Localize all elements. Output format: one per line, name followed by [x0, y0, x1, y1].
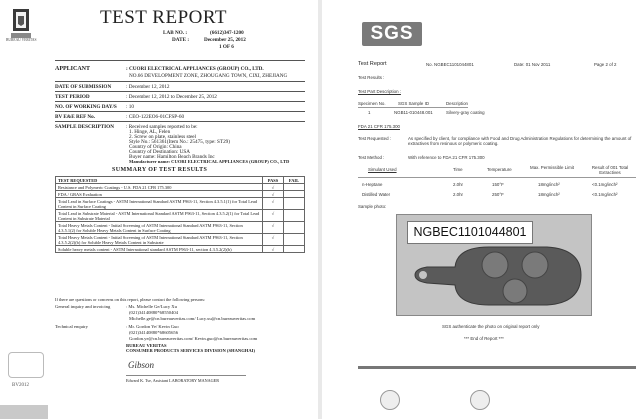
report-title: Test Report — [358, 61, 387, 67]
test-name-cell: FDA / GRAS Evaluation — [56, 191, 263, 198]
test-results-label: Test Results : — [358, 75, 385, 80]
result-header: Max. Permissible Limit — [530, 165, 574, 170]
working-days-label: NO. OF WORKING DAY/S — [55, 104, 117, 110]
test-name-cell: Total Heavy Metals Content - Initial Screening of ASTM International Standard ASTM F963-11, Section 4.3.5.1(2) for Soluble Heavy Metals Content in Surface Coating — [56, 222, 263, 234]
spec-header: Description — [446, 101, 468, 106]
pass-cell: √ — [263, 234, 284, 246]
result-cell: 2.0hr — [453, 192, 464, 197]
photo-tag: NGBEC1101044801 — [407, 221, 533, 244]
date-label: DATE : — [172, 37, 190, 43]
table-row — [56, 191, 305, 198]
divider — [358, 177, 636, 178]
pass-cell: √ — [263, 210, 284, 222]
fda-heading: FDA 21 CFR 175.300 — [358, 124, 400, 129]
divider — [55, 60, 305, 61]
sgs-logo — [362, 22, 422, 46]
test-requested-text: As specified by client, for compliance with Food and Drug Administration Regulations for determining the amount of extractives from resinous or polymeric coating. — [408, 136, 632, 146]
footer-bar — [358, 366, 636, 369]
date-value: December 25, 2012 — [204, 37, 246, 43]
coated-plate-image — [397, 215, 591, 315]
technical-contact-line: : Mr. Gordon Ye/ Kevin Guo — [126, 324, 179, 329]
sample-photo — [396, 214, 592, 316]
pass-cell: √ — [263, 246, 284, 253]
table-row — [56, 234, 305, 246]
pass-cell: √ — [263, 191, 284, 198]
end-of-report: *** End of Report *** — [464, 336, 504, 341]
fail-cell — [284, 222, 305, 234]
test-requested-label: Test Requested : — [358, 136, 391, 141]
divider — [55, 101, 305, 102]
technical-enquiry-label: Technical enquiry — [55, 324, 88, 329]
bureau-veritas-logo-text: BUREAU VERITAS — [6, 38, 37, 42]
applicant-label: APPLICANT — [55, 66, 91, 72]
sample-line: Manufacturer name: CUORI ELECTRICAL APPLIANCES (GROUP) CO., LTD — [129, 159, 290, 164]
result-cell: <0.1mg/inch² — [592, 192, 618, 197]
sample-line: Country of Origin: China — [129, 144, 182, 150]
result-header: Temperature — [487, 167, 512, 172]
test-name-cell: Soluble heavy metals content - ASTM International standard ASTM F963-11, section 4.3.5.2(2)(b) — [56, 246, 263, 253]
sample-line: 1. Hinge, AL, Felen — [129, 129, 171, 135]
technical-contact-line: (021)34140880*68605656 — [129, 330, 178, 335]
bve-ref-label: BV E&E REF No. — [55, 114, 96, 120]
fail-cell — [284, 246, 305, 253]
corner-mark — [0, 405, 48, 419]
result-cell: 18mg/inch² — [538, 182, 560, 187]
sample-line: Style No.: 561361(Item No.: 25475, type: ST29) — [129, 139, 231, 145]
spec-cell: 1 — [368, 110, 371, 115]
table-header: PASS — [263, 177, 284, 184]
test-name-cell: Resistance and Polymeric Coatings - U.S. FDA 21 CFR 175.300 — [56, 184, 263, 191]
report-number: No. NGBEC1101044801 — [426, 62, 474, 67]
result-cell: 150°F — [492, 182, 504, 187]
applicant-address: NO.66 DEVELOPMENT ZONE, ZHOUGANG TOWN, CIXI, ZHEJIANG — [129, 73, 288, 79]
pass-cell: √ — [263, 198, 284, 210]
test-period-value: : December 12, 2012 to December 25, 2012 — [126, 94, 217, 100]
table-row — [56, 222, 305, 234]
table-header: TEST REQUESTED — [56, 177, 263, 184]
working-days-value: : 10 — [126, 104, 134, 110]
general-contact-line: (021)34140880*68550404 — [129, 310, 178, 315]
footer-org: BUREAU VERITAS — [126, 343, 167, 348]
lab-no-value: (6612)347-1200 — [210, 30, 244, 36]
result-cell: n-Heptane — [362, 182, 383, 187]
page-count: 1 OF 6 — [219, 44, 234, 50]
result-header: Time — [453, 167, 463, 172]
seal-icon — [470, 390, 490, 410]
pass-cell: √ — [263, 184, 284, 191]
official-stamp — [8, 352, 44, 378]
test-name-cell: Total Heavy Metals Content - Initial Screening of ASTM International Standard ASTM F963-11, Section 4.3.5.2(2)(b) for Soluble Heavy Metals Content in Substrate — [56, 234, 263, 246]
table-header: FAIL — [284, 177, 305, 184]
test-period-label: TEST PERIOD — [55, 94, 90, 100]
lab-no-label: LAB NO. : — [163, 30, 188, 36]
divider — [55, 111, 305, 112]
test-name-cell: Total Lead in Substrate Material - ASTM International Standard ASTM F963-11, Section 4.3.5.2(1) for Total Lead Content in Substrate Material — [56, 210, 263, 222]
bureau-veritas-report-page — [0, 0, 318, 419]
fail-cell — [284, 234, 305, 246]
signature: Gibson — [128, 360, 155, 370]
sample-line: Buyer name: Hamilton Beach Brands Inc — [129, 154, 215, 160]
seal-icon — [380, 390, 400, 410]
fail-cell — [284, 191, 305, 198]
table-row — [56, 246, 305, 253]
sample-line: Country of Destination: USA — [129, 149, 190, 155]
sgs-logo-text: SGS — [370, 23, 414, 44]
spec-cell: NGB11-010448.001 — [394, 110, 433, 115]
result-cell: 18mg/inch² — [538, 192, 560, 197]
sgs-report-page — [322, 0, 640, 419]
result-cell: Distilled Water — [362, 192, 391, 197]
spec-cell: Silvery-gray coating — [446, 110, 485, 115]
test-method-text: With reference to FDA 21 CFR 175.300 — [408, 155, 485, 160]
test-method-label: Test Method : — [358, 155, 385, 160]
sample-photo-label: Sample photo: — [358, 204, 387, 209]
footer-division: CONSUMER PRODUCTS SERVICES DIVISION (SHANGHAI) — [126, 348, 255, 353]
report-title: TEST REPORT — [100, 7, 227, 28]
divider — [55, 91, 305, 92]
spec-header: SGS Sample ID — [398, 101, 429, 106]
sample-line: 2. Screw on plate, stainless steel — [129, 134, 196, 140]
result-header: Simulant Used — [368, 167, 397, 172]
summary-title: SUMMARY OF TEST RESULTS — [112, 167, 208, 173]
fail-cell — [284, 184, 305, 191]
table-row — [56, 184, 305, 191]
test-name-cell: Total Lead in Surface Coatings - ASTM International Standard ASTM F963-11, Section 4.3.5.1(1) for Total Lead Content in Surface Coating — [56, 198, 263, 210]
signatory-name: Edward K. Tse, Assistant LABORATORY MANAGER — [126, 378, 220, 383]
fail-cell — [284, 198, 305, 210]
date-of-submission-label: DATE OF SUBMISSION — [55, 84, 112, 90]
result-cell: <0.1mg/inch² — [592, 182, 618, 187]
spec-header: Specimen No. — [358, 101, 386, 106]
result-cell: 2.0hr — [453, 182, 464, 187]
pass-cell: √ — [263, 222, 284, 234]
technical-contact-line: Gordon.ye@cn.bureauveritas.com/ Kevin.guo@cn.bureauveritas.com — [129, 336, 258, 341]
general-inquiry-label: General inquiry and invoicing — [55, 304, 111, 309]
divider — [55, 81, 305, 82]
divider — [358, 107, 468, 108]
bve-ref-value: : CEO-122EO6-01CFSP-60 — [126, 114, 185, 120]
general-contact-line: : Ms. Michelle Ge/Lucy Xu — [126, 304, 177, 309]
table-row — [56, 198, 305, 210]
date-of-submission-value: : December 12, 2012 — [126, 84, 170, 90]
result-header: Result of 001 Total Extractives — [591, 165, 629, 175]
signature-line — [126, 375, 246, 376]
results-summary-table — [55, 176, 305, 253]
table-row — [56, 210, 305, 222]
result-cell: 250°F — [492, 192, 504, 197]
test-part-description-label: Test Part Description : — [358, 89, 401, 94]
table-header-row — [56, 177, 305, 184]
authenticate-note: SGS authenticate the photo on original report only — [442, 324, 540, 329]
page-count: Page 2 of 2 — [594, 62, 617, 67]
general-contact-line: Michelle.ge@cn.bureauveritas.com/ Lucy.xu@cn.bureauveritas.com — [129, 316, 256, 321]
stamp-text: BV2012 — [12, 383, 29, 388]
contact-remark: If there are questions or concerns on this report, please contact the following persons: — [55, 297, 206, 302]
report-date: Date: 01 Nov 2011 — [514, 62, 551, 67]
sample-line: : Received samples reported to be: — [126, 124, 198, 130]
applicant-name: : CUORI ELECTRICAL APPLIANCES (GROUP) CO., LTD. — [126, 66, 264, 72]
sample-description-label: SAMPLE DESCRIPTION — [55, 124, 114, 130]
divider — [55, 121, 305, 122]
fail-cell — [284, 210, 305, 222]
